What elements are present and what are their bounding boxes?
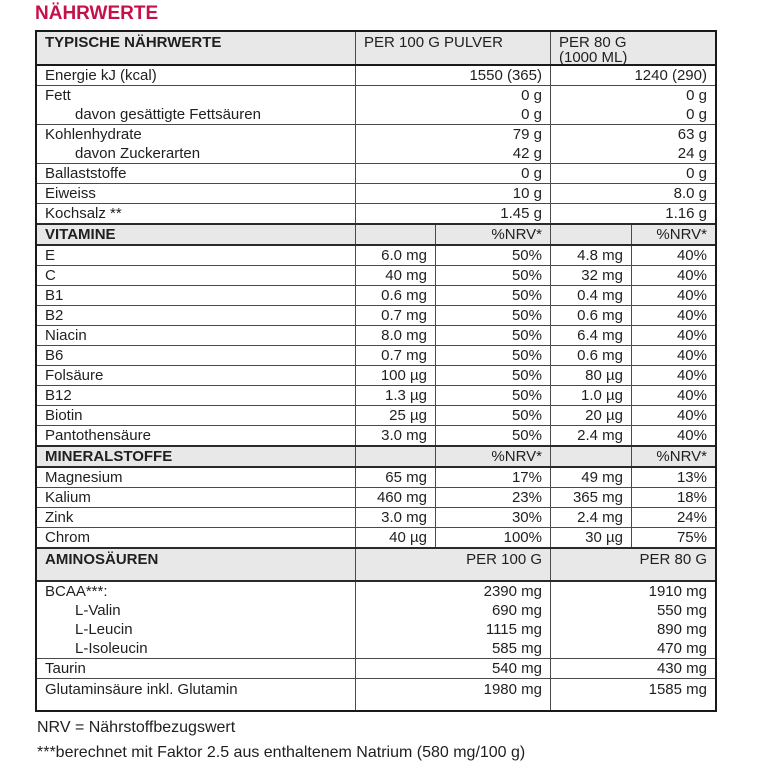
value-per80g: 1585 mg [550, 679, 715, 710]
section-header-mineralstoffe [37, 445, 715, 468]
table-row [37, 246, 715, 266]
value-per80g: 1240 (290) [550, 66, 715, 85]
row-taurin-block [37, 659, 715, 679]
row-kochsalz-block [37, 204, 715, 223]
row-label: Kohlenhydrate [45, 126, 142, 143]
nrv-per80g: 40% [631, 366, 715, 385]
value-per100g: 1980 mg [355, 679, 550, 710]
row-label: Glutaminsäure inkl. Glutamin [45, 681, 238, 698]
row-label-indented: davon Zuckerarten [75, 145, 201, 162]
table-row [37, 184, 715, 203]
value-per80g: 470 mg [550, 639, 715, 658]
row-label-indented: davon gesättigte Fettsäuren [75, 106, 261, 123]
empty-cell [355, 447, 435, 466]
nrv-per100g: 50% [435, 366, 550, 385]
nrv-per100g: 50% [435, 386, 550, 405]
nutrition-table [35, 30, 717, 712]
value-per80g: 1.16 g [550, 204, 715, 223]
row-label: Folsäure [45, 367, 104, 384]
value-per100g: 10 g [355, 184, 550, 203]
value-per80g: 0 g [550, 105, 715, 124]
value-per100g: 0.7 mg [355, 306, 435, 325]
nrv-per80g: 40% [631, 286, 715, 305]
nrv-per100g: 50% [435, 286, 550, 305]
value-per100g: 2390 mg [355, 582, 550, 601]
nrv-per100g: 50% [435, 266, 550, 285]
row-label: B2 [45, 307, 64, 324]
empty-cell [355, 225, 435, 244]
nrv-per80g: 40% [631, 386, 715, 405]
nrv-per100g: 17% [435, 468, 550, 487]
value-per100g: 0 g [355, 164, 550, 183]
row-label: B6 [45, 347, 64, 364]
row-label: Zink [45, 509, 74, 526]
row-eiweiss-block [37, 184, 715, 204]
nrv-per80g: 13% [631, 468, 715, 487]
value-per80g: 80 µg [550, 366, 631, 385]
nrv-header-per100g: %NRV* [435, 225, 550, 244]
value-per100g: 42 g [355, 144, 550, 163]
value-per100g: 585 mg [355, 639, 550, 658]
section-title: AMINOSÄUREN [45, 551, 159, 568]
value-per80g: 1.0 µg [550, 386, 631, 405]
value-per80g: 0 g [550, 86, 715, 105]
table-header-row [37, 32, 715, 66]
value-per100g: 540 mg [355, 659, 550, 678]
nrv-header-per100g: %NRV* [435, 447, 550, 466]
nrv-per100g: 100% [435, 528, 550, 547]
table-row [37, 144, 715, 163]
section-title: VITAMINE [45, 226, 116, 243]
value-per100g: 0 g [355, 86, 550, 105]
row-label: B12 [45, 387, 72, 404]
value-per100g: 0.6 mg [355, 286, 435, 305]
value-per80g: 1910 mg [550, 582, 715, 601]
row-label: Kochsalz ** [45, 205, 122, 222]
value-per100g: 40 mg [355, 266, 435, 285]
table-row [37, 346, 715, 366]
table-row [37, 426, 715, 445]
value-per100g: 3.0 mg [355, 508, 435, 527]
value-per80g: 8.0 g [550, 184, 715, 203]
nrv-per100g: 50% [435, 346, 550, 365]
row-label: Eiweiss [45, 185, 96, 202]
row-label: Niacin [45, 327, 87, 344]
table-row [37, 164, 715, 183]
table-row [37, 406, 715, 426]
nrv-header-per80g: %NRV* [631, 225, 715, 244]
footnote-nrv: NRV = Nährstoffbezugswert [37, 719, 236, 736]
value-per80g: 2.4 mg [550, 426, 631, 445]
value-per100g: 79 g [355, 125, 550, 144]
section-header-vitamine [37, 223, 715, 246]
table-row [37, 366, 715, 386]
amino-header-per80g: PER 80 G [550, 549, 715, 580]
table-row [37, 204, 715, 223]
value-per80g: 4.8 mg [550, 246, 631, 265]
row-label-indented: L-Leucin [75, 621, 133, 638]
nrv-per100g: 23% [435, 488, 550, 507]
row-fett-block [37, 86, 715, 125]
value-per100g: 690 mg [355, 601, 550, 620]
nrv-per80g: 40% [631, 326, 715, 345]
row-label: Pantothensäure [45, 427, 151, 444]
table-row [37, 508, 715, 528]
nrv-per80g: 75% [631, 528, 715, 547]
nrv-per80g: 24% [631, 508, 715, 527]
value-per100g: 0 g [355, 105, 550, 124]
header-typische-naehrwerte: TYPISCHE NÄHRWERTE [45, 34, 222, 51]
value-per80g: 365 mg [550, 488, 631, 507]
row-label: Energie kJ (kcal) [45, 67, 157, 84]
nrv-per100g: 50% [435, 306, 550, 325]
value-per80g: 0 g [550, 164, 715, 183]
value-per80g: 550 mg [550, 601, 715, 620]
table-row [37, 468, 715, 488]
table-row [37, 326, 715, 346]
value-per100g: 460 mg [355, 488, 435, 507]
row-label: Chrom [45, 529, 91, 546]
value-per80g: 0.6 mg [550, 306, 631, 325]
value-per80g: 430 mg [550, 659, 715, 678]
row-label-indented: L-Isoleucin [75, 640, 148, 657]
table-row [37, 582, 715, 601]
header-per-80g-line2: (1000 ML) [559, 49, 628, 64]
nrv-per80g: 40% [631, 426, 715, 445]
value-per80g: 63 g [550, 125, 715, 144]
row-label: Ballaststoffe [45, 165, 127, 182]
table-row [37, 620, 715, 639]
value-per80g: 49 mg [550, 468, 631, 487]
empty-cell [550, 447, 631, 466]
section-header-aminosaeuren [37, 547, 715, 582]
empty-cell [550, 225, 631, 244]
row-label: C [45, 267, 56, 284]
table-row [37, 286, 715, 306]
value-per80g: 0.6 mg [550, 346, 631, 365]
row-label: Fett [45, 87, 71, 104]
value-per100g: 3.0 mg [355, 426, 435, 445]
row-ballaststoffe-block [37, 164, 715, 184]
value-per100g: 1115 mg [355, 620, 550, 639]
nrv-per80g: 40% [631, 346, 715, 365]
header-per-80g [550, 32, 715, 64]
value-per100g: 1.3 µg [355, 386, 435, 405]
row-kohlenhydrate-block [37, 125, 715, 164]
table-row [37, 488, 715, 508]
nrv-header-per80g: %NRV* [631, 447, 715, 466]
row-energie-block [37, 66, 715, 86]
value-per100g: 0.7 mg [355, 346, 435, 365]
row-label: B1 [45, 287, 64, 304]
header-per-80g-line1: PER 80 G [559, 34, 627, 51]
table-row [37, 601, 715, 620]
nrv-per80g: 18% [631, 488, 715, 507]
table-row [37, 66, 715, 85]
value-per100g: 8.0 mg [355, 326, 435, 345]
nrv-per100g: 30% [435, 508, 550, 527]
row-label: Kalium [45, 489, 91, 506]
nrv-per100g: 50% [435, 406, 550, 425]
nrv-per80g: 40% [631, 406, 715, 425]
value-per100g: 100 µg [355, 366, 435, 385]
value-per80g: 2.4 mg [550, 508, 631, 527]
footnote-salt: ***berechnet mit Faktor 2.5 aus enthaltenem Natrium (580 mg/100 g) [37, 744, 526, 761]
table-row [37, 105, 715, 124]
nrv-per80g: 40% [631, 306, 715, 325]
table-row [37, 86, 715, 105]
nrv-per100g: 50% [435, 426, 550, 445]
row-bcaa-block [37, 582, 715, 659]
table-row [37, 386, 715, 406]
value-per100g: 1550 (365) [355, 66, 550, 85]
nrv-per80g: 40% [631, 246, 715, 265]
table-row [37, 125, 715, 144]
value-per80g: 32 mg [550, 266, 631, 285]
value-per80g: 20 µg [550, 406, 631, 425]
header-per-100g: PER 100 G PULVER [355, 32, 550, 64]
table-row [37, 639, 715, 658]
value-per80g: 24 g [550, 144, 715, 163]
row-label-indented: L-Valin [75, 602, 121, 619]
value-per100g: 6.0 mg [355, 246, 435, 265]
nrv-per100g: 50% [435, 246, 550, 265]
value-per100g: 1.45 g [355, 204, 550, 223]
table-row [37, 528, 715, 547]
value-per80g: 6.4 mg [550, 326, 631, 345]
row-label: Magnesium [45, 469, 123, 486]
table-row [37, 306, 715, 326]
nrv-per100g: 50% [435, 326, 550, 345]
table-row [37, 266, 715, 286]
page-title: NÄHRWERTE [35, 3, 159, 24]
row-glutaminsaeure-block [37, 679, 715, 710]
row-label: E [45, 247, 56, 264]
table-row [37, 659, 715, 678]
value-per100g: 25 µg [355, 406, 435, 425]
value-per80g: 30 µg [550, 528, 631, 547]
row-label: Taurin [45, 660, 86, 677]
amino-header-per100g: PER 100 G [355, 549, 550, 580]
nrv-per80g: 40% [631, 266, 715, 285]
value-per80g: 0.4 mg [550, 286, 631, 305]
table-row [37, 679, 715, 710]
value-per80g: 890 mg [550, 620, 715, 639]
value-per100g: 65 mg [355, 468, 435, 487]
value-per100g: 40 µg [355, 528, 435, 547]
row-label: BCAA***: [45, 583, 108, 600]
row-label: Biotin [45, 407, 83, 424]
section-title: MINERALSTOFFE [45, 448, 173, 465]
